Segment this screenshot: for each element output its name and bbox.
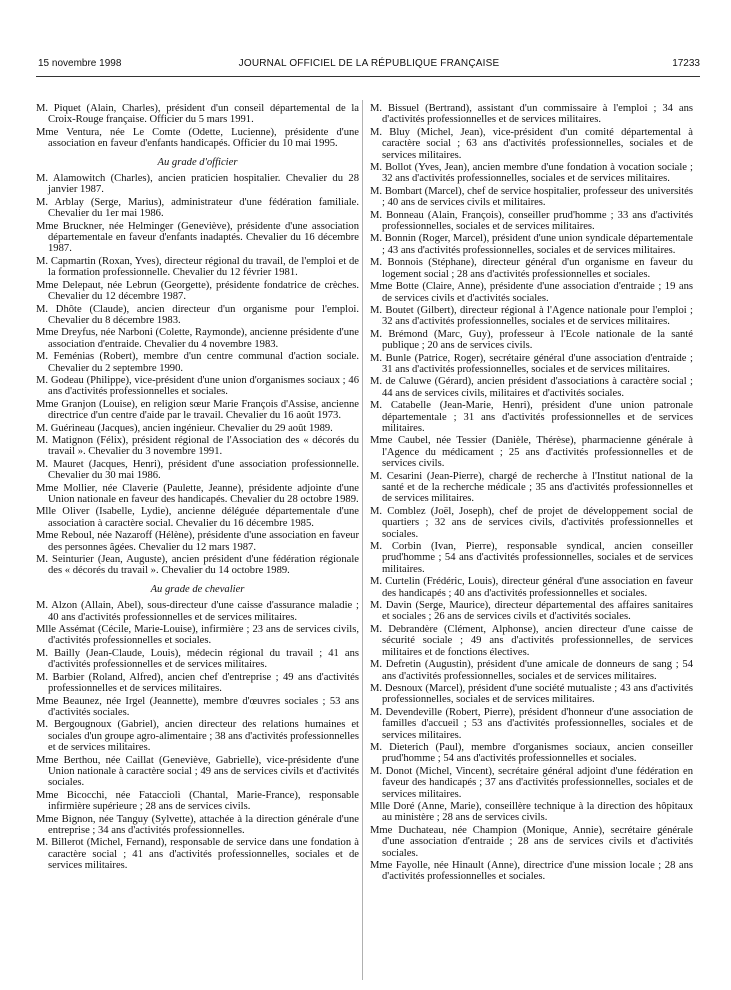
honoree-entry: Mme Duchateau, née Champion (Monique, Annie), secrétaire générale d'une association d'entraide ; 28 ans de services civils et d'activités sociales.	[370, 824, 693, 859]
honoree-entry: M. Seinturier (Jean, Auguste), ancien président d'une fédération régionale des « décorés du travail ». Chevalier du 14 octobre 1989.	[36, 554, 359, 577]
honoree-entry: M. Bonnin (Roger, Marcel), président d'une union syndicale départementale ; 43 ans d'activités professionnelles, sociales et de services militaires.	[370, 233, 693, 256]
page-header	[38, 58, 700, 72]
honoree-entry: M. Cesarini (Jean-Pierre), chargé de recherche à l'Institut national de la santé et de la recherche médicale ; 35 ans d'activités professionnelles et de services militaires.	[370, 470, 693, 505]
column-divider	[362, 100, 363, 980]
heading-officier: Au grade d'officier	[157, 156, 238, 168]
honoree-entry: M. Comblez (Joël, Joseph), chef de projet de développement social de quartiers ; 32 ans de services civils, d'activités professionnelles et sociales.	[370, 505, 693, 540]
honoree-entry: M. Boutet (Gilbert), directeur régional à l'Agence nationale pour l'emploi ; 32 ans d'activités professionnelles, sociales et de services militaires.	[370, 304, 693, 328]
honoree-entry: M. Bailly (Jean-Claude, Louis), médecin régional du travail ; 41 ans d'activités professionnelles et de services militaires.	[36, 647, 359, 671]
honoree-entry: M. Mauret (Jacques, Henri), président d'une association professionnelle. Chevalier du 30 mai 1986.	[36, 458, 359, 482]
honoree-entry: M. Alamowitch (Charles), ancien praticien hospitalier. Chevalier du 28 janvier 1987.	[36, 173, 359, 196]
honoree-entry: Mme Botte (Claire, Anne), présidente d'une association d'entraide ; 19 ans de services civils et d'activités sociales.	[370, 281, 693, 304]
left-column	[36, 103, 359, 983]
honoree-entry: M. Bunle (Patrice, Roger), secrétaire général d'une association d'entraide ; 31 ans d'activités professionnelles, sociales et de services militaires.	[370, 352, 693, 375]
honoree-entry: Mme Caubel, née Tessier (Danièle, Thérèse), pharmacienne générale à l'Agence du médicament ; 25 ans d'activités professionnelles et de services civils.	[370, 435, 693, 470]
honoree-entry: Mme Bignon, née Tanguy (Sylvette), attachée à la direction générale d'une entreprise ; 34 ans d'activités professionnelles.	[36, 813, 359, 836]
honoree-entry: M. Brémond (Marc, Guy), professeur à l'Ecole nationale de la santé publique ; 20 ans de services civils.	[370, 328, 693, 352]
honoree-entry: M. Billerot (Michel, Fernand), responsable de service dans une fondation à caractère social ; 41 ans d'activités professionnelles, sociales et de services militaires.	[36, 837, 359, 872]
honoree-entry: M. Davin (Serge, Maurice), directeur départemental des affaires sanitaires et sociales ; 26 ans de services civils et d'activités sociales.	[370, 600, 693, 623]
honoree-entry: Mlle Oliver (Isabelle, Lydie), ancienne déléguée départementale d'une association à caractère social. Chevalier du 16 décembre 1985.	[36, 506, 359, 529]
honoree-entry: Mme Bicocchi, née Fatacciolì (Chantal, Marie-France), responsable infirmière supérieure ; 28 ans de services civils.	[36, 789, 359, 813]
right-column	[370, 103, 693, 983]
honoree-entry: M. Debrandère (Clément, Alphonse), ancien directeur d'une caisse de sécurité sociale ; 49 ans d'activités professionnelles, de services militaires et de fonctions électives.	[370, 623, 693, 658]
honoree-entry: Mme Reboul, née Nazaroff (Hélène), présidente d'une association en faveur des personnes âgées. Chevalier du 12 mars 1987.	[36, 530, 359, 553]
honoree-entry: M. Godeau (Philippe), vice-président d'une union d'organismes sociaux ; 46 ans d'activités professionnelles et sociales.	[36, 374, 359, 398]
honoree-entry: M. Desnoux (Marcel), président d'une société mutualiste ; 43 ans d'activités professionnelles, sociales et de services militaires.	[370, 682, 693, 706]
honoree-entry: M. Bergougnoux (Gabriel), ancien directeur des relations humaines et sociales d'un groupe agro-alimentaire ; 38 ans d'activités professionnelles et de services militaires.	[36, 719, 359, 754]
honoree-entry: M. Donot (Michel, Vincent), secrétaire général adjoint d'une fédération en faveur des handicapés ; 37 ans d'activités professionnelles, sociales et de services militaires.	[370, 765, 693, 800]
honoree-entry: Mlle Doré (Anne, Marie), conseillère technique à la direction des hôpitaux au ministère ; 28 ans de services civils.	[370, 800, 693, 824]
honoree-entry: M. Bombart (Marcel), chef de service hospitalier, professeur des universités ; 40 ans de services civils et militaires.	[370, 185, 693, 209]
honoree-entry: M. Arblay (Serge, Marius), administrateur d'une fédération familiale. Chevalier du 1er mai 1986.	[36, 196, 359, 220]
honoree-entry: M. Barbier (Roland, Alfred), ancien chef d'entreprise ; 49 ans d'activités professionnelles et de services militaires.	[36, 671, 359, 695]
header-date: 15 novembre 1998	[38, 58, 122, 69]
honoree-entry: Mme Delepaut, née Lebrun (Georgette), présidente fondatrice de crèches. Chevalier du 12 décembre 1987.	[36, 279, 359, 303]
honoree-entry: Mme Bruckner, née Helminger (Geneviève), présidente d'une association départementale en faveur d'enfants inadaptés. Chevalier du 16 décembre 1987.	[36, 220, 359, 255]
header-journal-title: JOURNAL OFFICIEL DE LA RÉPUBLIQUE FRANÇAISE	[238, 58, 500, 69]
entries-chevalier	[36, 600, 359, 871]
honoree-entry: M. Devendeville (Robert, Pierre), président d'honneur d'une association de familles d'accueil ; 53 ans d'activités professionnelles, sociales et de services militaires.	[370, 706, 693, 741]
header-rule	[36, 76, 700, 77]
honoree-entry: M. Bonnois (Stéphane), directeur général d'un organisme en faveur du logement social ; 28 ans d'activités professionnelles et sociales.	[370, 257, 693, 280]
honoree-entry: M. Catabelle (Jean-Marie, Henri), président d'une union patronale départementale ; 31 ans d'activités professionnelles et de services militaires.	[370, 400, 693, 434]
honoree-entry: M. Guérineau (Jacques), ancien ingénieur. Chevalier du 29 août 1989.	[36, 422, 333, 434]
honoree-entry: M. Bissuel (Bertrand), assistant d'un commissaire à l'emploi ; 34 ans d'activités professionnelles et de services militaires.	[370, 103, 693, 126]
honoree-entry: M. Capmartin (Roxan, Yves), directeur régional du travail, de l'emploi et de la formation professionnelle. Chevalier du 12 février 1981.	[36, 255, 359, 279]
entries-officier	[36, 173, 359, 577]
honoree-entry: Mme Fayolle, née Hinault (Anne), directrice d'une mission locale ; 28 ans d'activités professionnelles et sociales.	[370, 860, 693, 883]
honoree-entry: M. Defretin (Augustin), président d'une amicale de donneurs de sang ; 54 ans d'activités professionnelles, sociales et de services militaires.	[370, 659, 693, 682]
honoree-entry: M. Piquet (Alain, Charles), président d'un conseil départemental de la Croix-Rouge française. Officier du 5 mars 1991.	[36, 103, 359, 126]
honoree-entry: M. Alzon (Allain, Abel), sous-directeur d'une caisse d'assurance maladie ; 40 ans d'activités professionnelles et de services militaires.	[36, 600, 359, 623]
honoree-entry: Mme Ventura, née Le Comte (Odette, Lucienne), présidente d'une association en faveur d'enfants handicapés. Officier du 10 mai 1995.	[36, 126, 359, 150]
honoree-entry: M. Matignon (Félix), président régional de l'Association des « décorés du travail ». Chevalier du 3 novembre 1991.	[36, 434, 359, 458]
honoree-entry: Mme Mollier, née Claverie (Paulette, Jeanne), présidente adjointe d'une Union nationale en faveur des handicapés. Chevalier du 28 octobre 1989.	[36, 482, 359, 505]
honoree-entry: Mme Granjon (Louise), en religion sœur Marie François d'Assise, ancienne directrice d'un centre d'aide par le travail. Chevalier du 16 août 1973.	[36, 398, 359, 422]
entries-promotions	[36, 103, 359, 150]
honoree-entry: M. Dieterich (Paul), membre d'organismes sociaux, ancien conseiller prud'homme ; 54 ans d'activités professionnelles et sociales.	[370, 741, 693, 765]
honoree-entry: M. Bonneau (Alain, François), conseiller prud'homme ; 33 ans d'activités professionnelles, sociales et de services militaires.	[370, 209, 693, 233]
honoree-entry: M. Corbin (Ivan, Pierre), responsable syndical, ancien conseiller prud'homme ; 54 ans d'activités professionnelles, sociales et de services militaires.	[370, 541, 693, 575]
entries-chevalier-continued	[370, 103, 693, 883]
honoree-entry: Mme Beaunez, née Irgel (Jeannette), membre d'œuvres sociales ; 53 ans d'activités sociales.	[36, 695, 359, 718]
honoree-entry: M. Feménias (Robert), membre d'un centre communal d'action sociale. Chevalier du 2 septembre 1990.	[36, 351, 359, 374]
honoree-entry: Mme Berthou, née Caillat (Geneviève, Gabrielle), vice-présidente d'une Union nationale à caractère social ; 49 ans de services civils et d'activités sociales.	[36, 754, 359, 789]
honoree-entry: Mme Dreyfus, née Narboni (Colette, Raymonde), ancienne présidente d'une association d'entraide. Chevalier du 4 novembre 1983.	[36, 327, 359, 350]
honoree-entry: Mlle Assémat (Cécile, Marie-Louise), infirmière ; 23 ans de services civils, d'activités professionnelles et sociales.	[36, 624, 359, 647]
honoree-entry: M. Dhôte (Claude), ancien directeur d'un organisme pour l'emploi. Chevalier du 8 décembre 1983.	[36, 303, 359, 326]
honoree-entry: M. de Caluwe (Gérard), ancien président d'associations à caractère social ; 44 ans de services civils, militaires et d'activités sociales.	[370, 376, 693, 399]
heading-chevalier: Au grade de chevalier	[150, 583, 245, 595]
honoree-entry: M. Bluy (Michel, Jean), vice-président d'un comité départemental à caractère social ; 63 ans d'activités professionnelles, sociales et de services militaires.	[370, 126, 693, 161]
honoree-entry: M. Bollot (Yves, Jean), ancien membre d'une fondation à vocation sociale ; 32 ans d'activités professionnelles, sociales et de services militaires.	[370, 162, 693, 185]
header-page-number: 17233	[672, 58, 700, 69]
honoree-entry: M. Curtelin (Frédéric, Louis), directeur général d'une association en faveur des handicapés ; 40 ans d'activités professionnelles et sociales.	[370, 576, 693, 599]
